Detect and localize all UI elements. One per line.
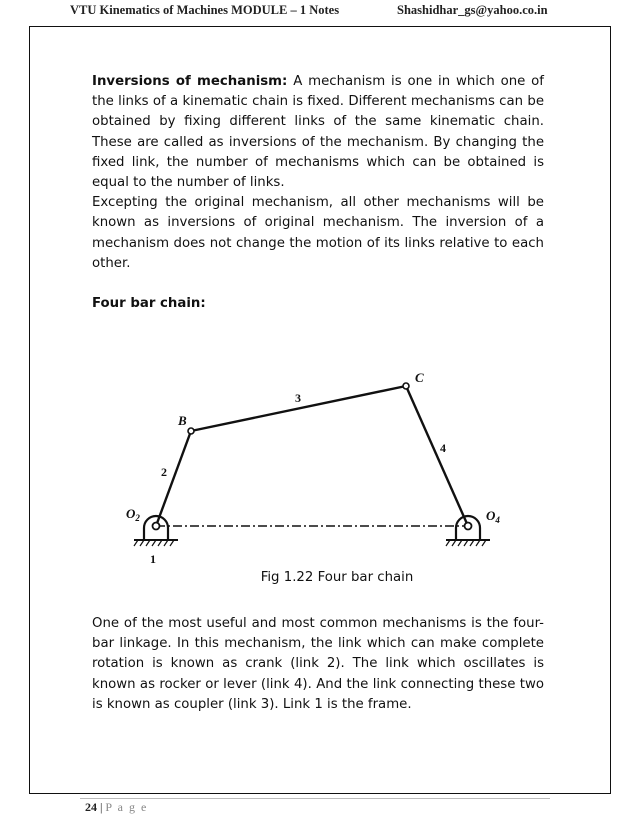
label-o2-letter: O	[126, 506, 136, 521]
label-c: C	[415, 370, 424, 385]
four-bar-chain-diagram	[110, 366, 530, 566]
joint-c	[403, 383, 409, 389]
label-link-3: 3	[295, 391, 301, 405]
inversions-paragraph	[92, 72, 544, 193]
page-word: P a g e	[105, 800, 148, 814]
figure-caption: Fig 1.22 Four bar chain	[260, 570, 414, 585]
label-b: B	[178, 413, 187, 428]
four-bar-heading: Four bar chain:	[92, 296, 206, 312]
inversions-section	[92, 72, 544, 314]
page-number: 24	[85, 800, 97, 814]
four-bar-description: One of the most useful and most common mechanisms is the four-bar linkage. In this mechanism, the link which can make complete rotation is known as crank (link 2). The link which oscillates is known as rocker or lever (link 4). And the link connecting these two is known as coupler (link 3). Link 1 is the frame.	[92, 616, 544, 712]
label-link-2: 2	[161, 465, 167, 479]
joint-b	[188, 428, 194, 434]
page-separator: |	[97, 800, 106, 814]
label-o2	[126, 506, 140, 523]
inversions-paragraph-2: Excepting the original mechanism, all other mechanisms will be known as inversions of original mechanism. The inversion of a mechanism does not change the motion of its links relative to each other.	[92, 195, 544, 271]
link-4-rocker	[406, 386, 468, 526]
label-o4-sub: 4	[495, 515, 500, 525]
inversions-definition: A mechanism is one in which one of the links of a kinematic chain is fixed. Different mechanisms can be obtained by fixing different links of the same kinematic chain. These are called as inversions of the mechanism. By changing the fixed link, the number of mechanisms which can be obtained is equal to the number of links.	[92, 74, 544, 191]
label-o4	[486, 508, 500, 525]
ground-support-o4	[446, 516, 490, 546]
inversions-keyword: Inversions of mechanism:	[92, 74, 288, 89]
header-email: Shashidhar_gs@yahoo.co.in	[397, 3, 548, 17]
page-footer	[85, 800, 148, 815]
label-link-1: 1	[150, 552, 156, 566]
label-o2-sub: 2	[135, 513, 140, 523]
label-o4-letter: O	[486, 508, 496, 523]
footer-divider	[80, 798, 550, 799]
header-course-title: VTU Kinematics of Machines MODULE – 1 Notes	[70, 3, 340, 17]
label-link-4: 4	[440, 441, 446, 455]
page-header	[0, 0, 638, 22]
ground-support-o2	[134, 516, 178, 546]
